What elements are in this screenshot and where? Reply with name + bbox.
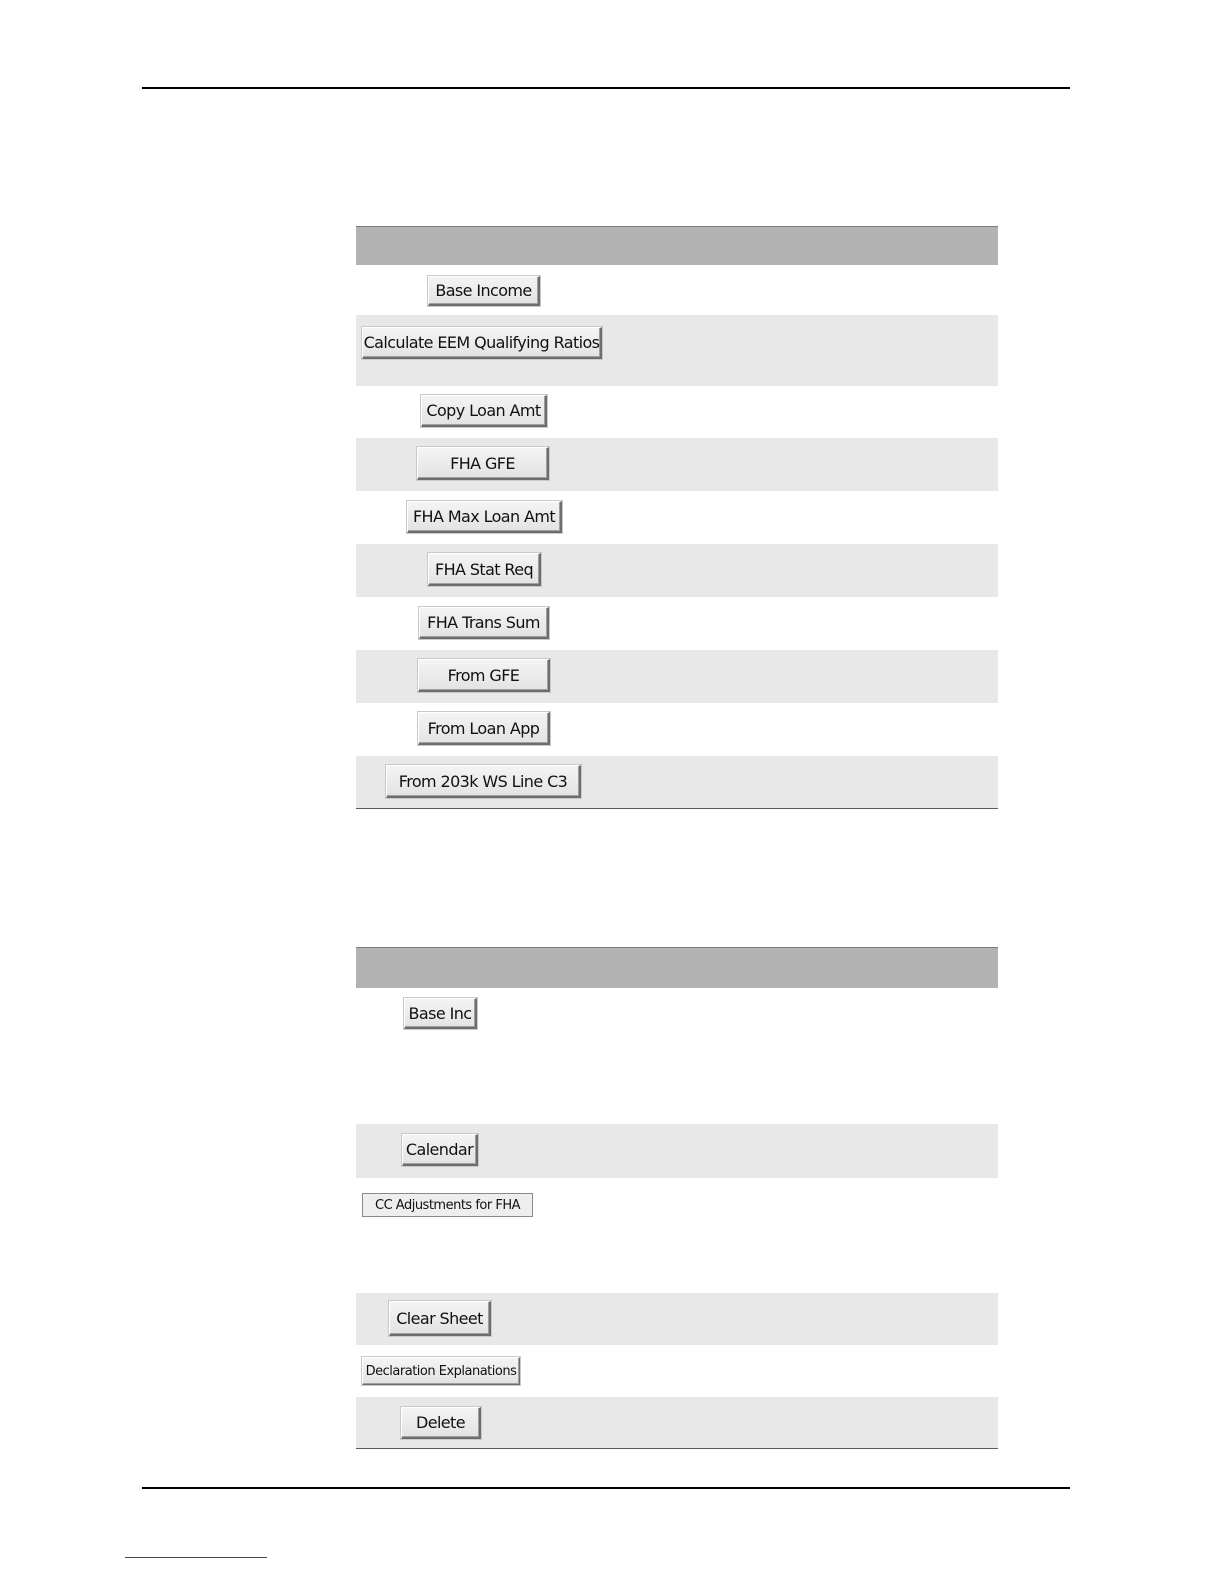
cc-adjustments-for-fha-button[interactable]: CC Adjustments for FHA: [362, 1193, 533, 1217]
fha-stat-req-button[interactable]: FHA Stat Req: [428, 553, 541, 586]
declaration-explanations-button[interactable]: Declaration Explanations: [362, 1357, 520, 1385]
table-row: [356, 703, 998, 756]
table-row: [356, 438, 998, 491]
copy-loan-amt-button[interactable]: Copy Loan Amt: [421, 395, 547, 427]
table-bottom-rule: [356, 808, 998, 809]
table-row: [356, 491, 998, 544]
table-row: [356, 544, 998, 597]
calculate-eem-qualifying-ratios-button[interactable]: Calculate EEM Qualifying Ratios: [362, 327, 602, 359]
table-row: [356, 1178, 998, 1293]
fha-trans-sum-button[interactable]: FHA Trans Sum: [419, 607, 549, 639]
from-gfe-button[interactable]: From GFE: [418, 659, 550, 692]
table-row: [356, 650, 998, 703]
footer-link-underline: [125, 1557, 267, 1558]
from-loan-app-button[interactable]: From Loan App: [418, 712, 550, 745]
header-rule: [142, 87, 1070, 89]
table-row: [356, 597, 998, 650]
clear-sheet-button[interactable]: Clear Sheet: [389, 1301, 491, 1336]
table-header: [356, 226, 998, 265]
calendar-button[interactable]: Calendar: [402, 1134, 478, 1166]
footer-rule: [142, 1487, 1070, 1489]
table-row: [356, 988, 998, 1124]
base-income-button[interactable]: Base Income: [428, 276, 540, 306]
table-row: [356, 1293, 998, 1345]
delete-button[interactable]: Delete: [401, 1407, 481, 1439]
table-row: [356, 1397, 998, 1448]
fha-max-loan-amt-button[interactable]: FHA Max Loan Amt: [407, 501, 562, 533]
table-row: [356, 386, 998, 438]
table-row: [356, 756, 998, 808]
buttons-table-1: [356, 226, 998, 809]
base-inc-button[interactable]: Base Inc: [404, 998, 477, 1029]
table-row: [356, 265, 998, 315]
table-row: [356, 315, 998, 386]
table-header: [356, 947, 998, 988]
buttons-table-2: [356, 947, 998, 1449]
table-row: [356, 1124, 998, 1178]
table-bottom-rule: [356, 1448, 998, 1449]
from-203k-ws-line-c3-button[interactable]: From 203k WS Line C3: [386, 765, 581, 798]
table-row: [356, 1345, 998, 1397]
fha-gfe-button[interactable]: FHA GFE: [417, 447, 549, 480]
